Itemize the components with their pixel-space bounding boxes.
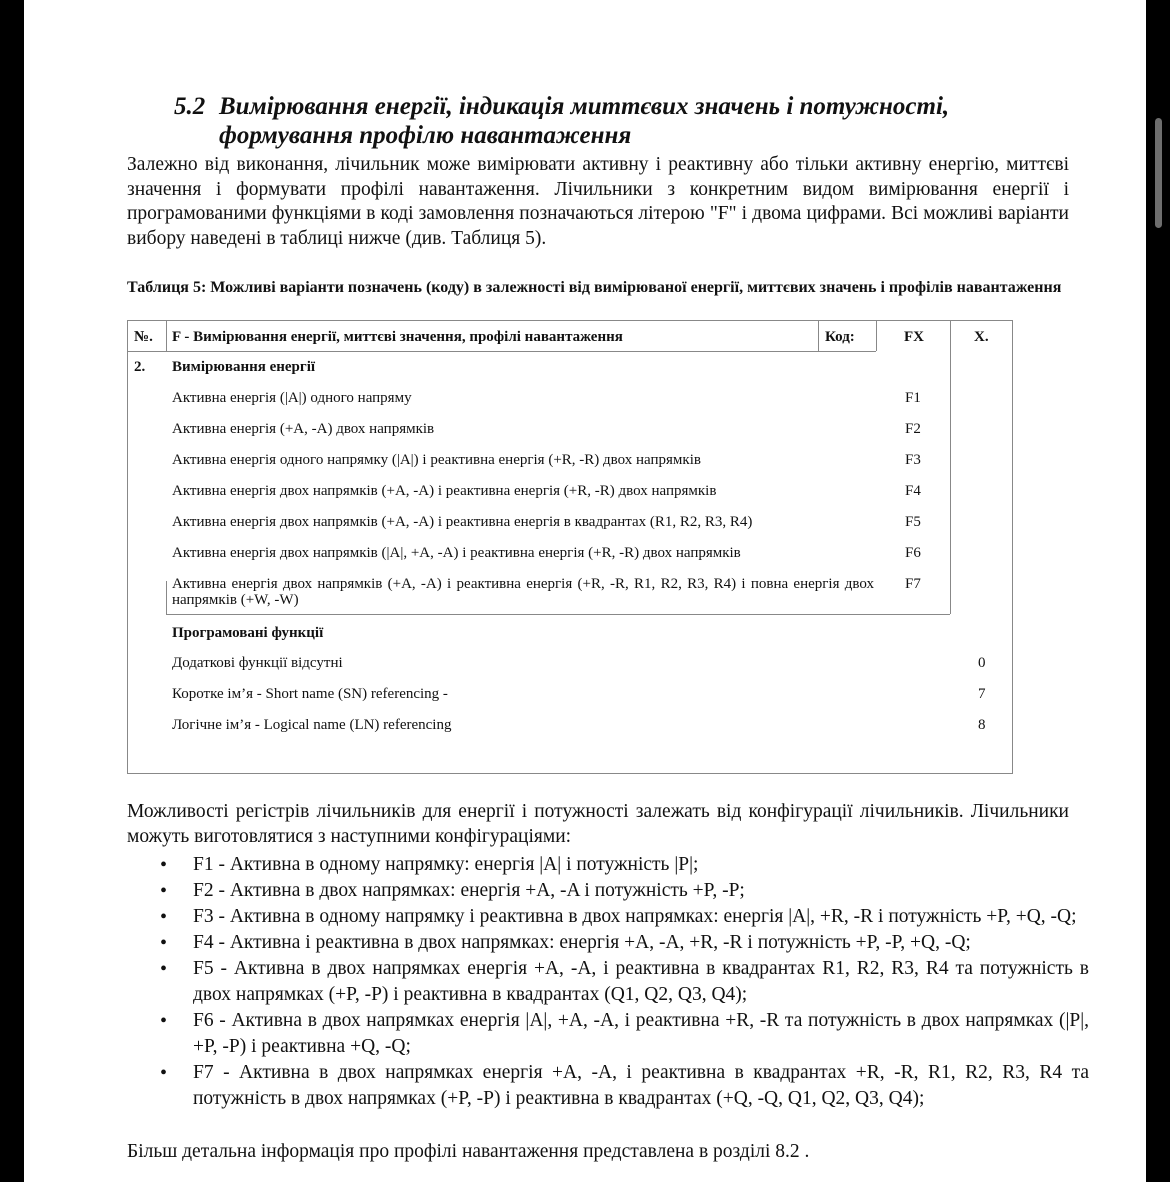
list-item: • F6 - Активна в двох напрямках енергія |A|, +A, -A, і реактивна +R, -R та потужність в двох напрямках (|P|, +P, -P) і реактивна +Q, -Q;: [160, 1010, 1089, 1057]
intro-paragraph: Залежно від виконання, лічильник може вимірювати активну і реактивну або тільки активну енергію, миттєві значення і формувати профілі навантаження. Лічильники з конкретним видом вимірювання енергії і програмованими функціями в коді замовлення позначаються літерою "F" і двома цифрами. Всі можливі варіанти вибору наведені в таблиці нижче (див. Таблиця 5).: [127, 154, 1069, 249]
table-row: Активна енергія двох напрямків (+A, -A) і реактивна енергія в квадрантах (R1, R2, R3, R4): [172, 514, 753, 530]
section-number-cell: 2.: [134, 359, 146, 375]
table-row: Активна енергія двох напрямків (|A|, +A, -A) і реактивна енергія (+R, -R) двох напрямків: [172, 545, 741, 561]
table-row-code: F3: [905, 452, 921, 468]
table-row: Активна енергія двох напрямків (+A, -A) і реактивна енергія (+R, -R, R1, R2, R3, R4) і повна енергія двох напрямків (+W, -W): [172, 576, 874, 608]
header-bottom-border: [128, 351, 876, 352]
table-row-code: F1: [905, 390, 921, 406]
col-title-header: F - Вимірювання енергії, миттєві значення, профілі навантаження: [172, 329, 623, 345]
heading-line-2: формування профілю навантаження: [219, 122, 632, 149]
col-no-header: №.: [134, 329, 153, 345]
table-row: Активна енергія двох напрямків (+A, -A) і реактивна енергія (+R, -R) двох напрямків: [172, 483, 717, 499]
table-row-code: 8: [978, 717, 986, 733]
col-code-header: Код:: [825, 329, 855, 345]
functions-section-title: Програмовані функції: [172, 625, 324, 641]
list-item: • F2 - Активна в двох напрямках: енергія +A, -A і потужність +P, -P;: [160, 880, 745, 902]
bullet-icon: •: [160, 880, 168, 902]
configurations-paragraph: Можливості регістрів лічильників для енергії і потужності залежать від конфігурації лічильників. Лічильники можуть виготовлятися з наступними конфігураціями:: [127, 801, 1069, 847]
table-caption: Таблиця 5: Можливі варіанти позначень (коду) в залежності від вимірюваної енергії, миттєвих значень і профілів навантаження: [127, 279, 1062, 296]
bullet-icon: •: [160, 1010, 168, 1032]
header-divider: [876, 321, 877, 351]
table-row: Активна енергія (+A, -A) двох напрямків: [172, 421, 435, 437]
table-row-code: 0: [978, 655, 986, 671]
energy-section-title: Вимірювання енергії: [172, 359, 316, 375]
col-x-header: X.: [974, 329, 989, 345]
section-number: 5.2: [174, 93, 206, 120]
energy-block-bottom-border: [166, 614, 950, 615]
table-row: Логічне ім’я - Logical name (LN) referencing: [172, 717, 452, 733]
header-divider: [166, 321, 167, 351]
table-row-code: F6: [905, 545, 921, 561]
table-row-code: F4: [905, 483, 921, 499]
footer-note: Більш детальна інформація про профілі навантаження представлена в розділі 8.2 .: [127, 1141, 810, 1162]
codes-table: [127, 320, 1013, 774]
table-row-code: F5: [905, 514, 921, 530]
bullet-icon: •: [160, 932, 168, 954]
document-page: [24, 0, 1146, 1182]
list-item: • F7 - Активна в двох напрямках енергія +A, -A, і реактивна в квадрантах +R, -R, R1, R2, R3, R4 та потужність в двох напрямках (+P, -P) і реактивна в квадрантах (+Q, -Q, Q1, Q2, Q3, Q4);: [160, 1062, 1089, 1109]
list-item: • F1 - Активна в одному напрямку: енергія |A| і потужність |P|;: [160, 854, 699, 876]
fx-column-border: [950, 321, 951, 614]
bullet-icon: •: [160, 1062, 168, 1084]
list-item: • F4 - Активна і реактивна в двох напрямках: енергія +A, -A, +R, -R і потужність +P, -P, +Q, -Q;: [160, 932, 971, 954]
bullet-icon: •: [160, 906, 168, 928]
energy-block-left-border: [166, 581, 167, 614]
table-row: Додаткові функції відсутні: [172, 655, 343, 671]
table-row: Активна енергія (|A|) одного напряму: [172, 390, 412, 406]
header-divider: [818, 321, 819, 351]
bullet-icon: •: [160, 958, 168, 980]
bullet-icon: •: [160, 854, 168, 876]
list-item: • F3 - Активна в одному напрямку і реактивна в двох напрямках: енергія |A|, +R, -R і потужність +P, +Q, -Q;: [160, 906, 1077, 928]
col-fx-header: FX: [904, 329, 924, 345]
table-row: Коротке ім’я - Short name (SN) referencing -: [172, 686, 448, 702]
scrollbar-thumb[interactable]: [1155, 118, 1162, 228]
table-row-code: 7: [978, 686, 986, 702]
table-row-code: F2: [905, 421, 921, 437]
configurations-list: [127, 852, 1089, 1112]
table-row-code: F7: [905, 576, 921, 592]
list-item: • F5 - Активна в двох напрямках енергія +A, -A, і реактивна в квадрантах R1, R2, R3, R4 та потужність в двох напрямках (+P, -P) і реактивна в квадрантах (Q1, Q2, Q3, Q4);: [160, 958, 1089, 1005]
section-heading: [174, 92, 1069, 150]
table-row: Активна енергія одного напрямку (|A|) і реактивна енергія (+R, -R) двох напрямків: [172, 452, 701, 468]
heading-line-1: Вимірювання енергії, індикація миттєвих значень і потужності,: [219, 93, 950, 120]
